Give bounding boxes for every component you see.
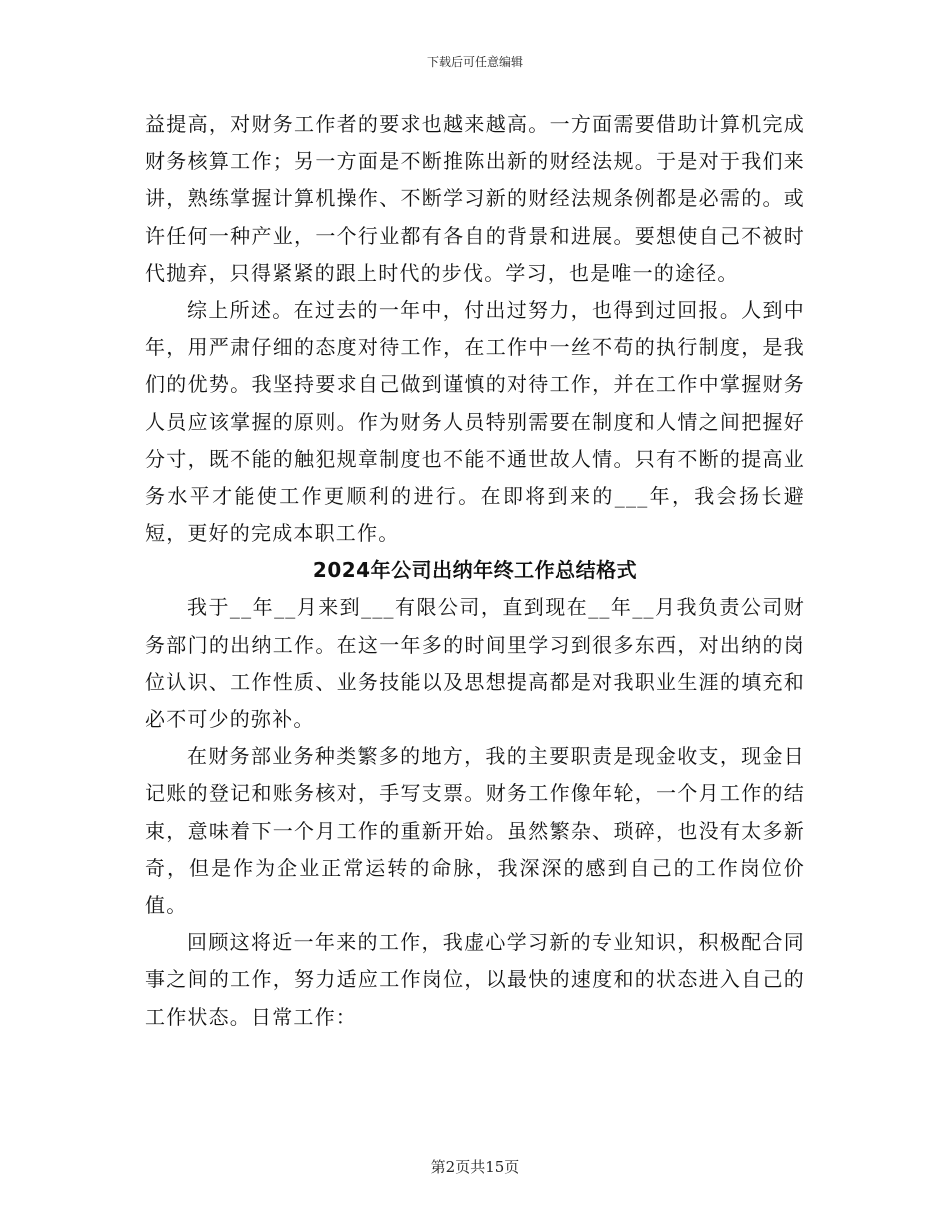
paragraph-summary: 综上所述。在过去的一年中，付出过努力，也得到过回报。人到中年，用严肃仔细的态度对待工作，在工作中一丝不苟的执行制度，是我们的优势。我坚持要求自己做到谨慎的对待工作，并在工作中掌握财务人员应该掌握的原则。作为财务人员特别需要在制度和人情之间把握好分寸，既不能的触犯规章制度也不能不通世故人情。只有不断的提高业务水平才能使工作更顺利的进行。在即将到来的___年，我会扬长避短，更好的完成本职工作。 — [145, 298, 805, 546]
document-body — [145, 106, 805, 1036]
paragraph-review: 回顾这将近一年来的工作，我虚心学习新的专业知识，积极配合同事之间的工作，努力适应工作岗位，以最快的速度和的状态进入自己的工作状态。日常工作： — [145, 930, 805, 1029]
page-header: 下载后可任意编辑 — [426, 55, 523, 69]
paragraph-duties: 在财务部业务种类繁多的地方，我的主要职责是现金收支，现金日记账的登记和账务核对，手写支票。财务工作像年轮，一个月工作的结束，意味着下一个月工作的重新开始。虽然繁杂、琐碎，也没有太多新奇，但是作为企业正常运转的命脉，我深深的感到自己的工作岗位价值。 — [145, 744, 805, 918]
page-number: 第2页共15页 — [430, 1158, 520, 1176]
paragraph-continued: 益提高，对财务工作者的要求也越来越高。一方面需要借助计算机完成财务核算工作；另一方面是不断推陈出新的财经法规。于是对于我们来讲，熟练掌握计算机操作、不断学习新的财经法规条例都是必需的。或许任何一种产业，一个行业都有各自的背景和进展。要想使自己不被时代抛弃，只得紧紧的跟上时代的步伐。学习，也是唯一的途径。 — [145, 112, 805, 285]
paragraph-intro: 我于__年__月来到___有限公司，直到现在__年__月我负责公司财务部门的出纳工作。在这一年多的时间里学习到很多东西，对出纳的岗位认识、工作性质、业务技能以及思想提高都是对我职业生涯的填充和必不可少的弥补。 — [145, 595, 805, 732]
section-title: 2024年公司出纳年终工作总结格式 — [312, 558, 638, 583]
